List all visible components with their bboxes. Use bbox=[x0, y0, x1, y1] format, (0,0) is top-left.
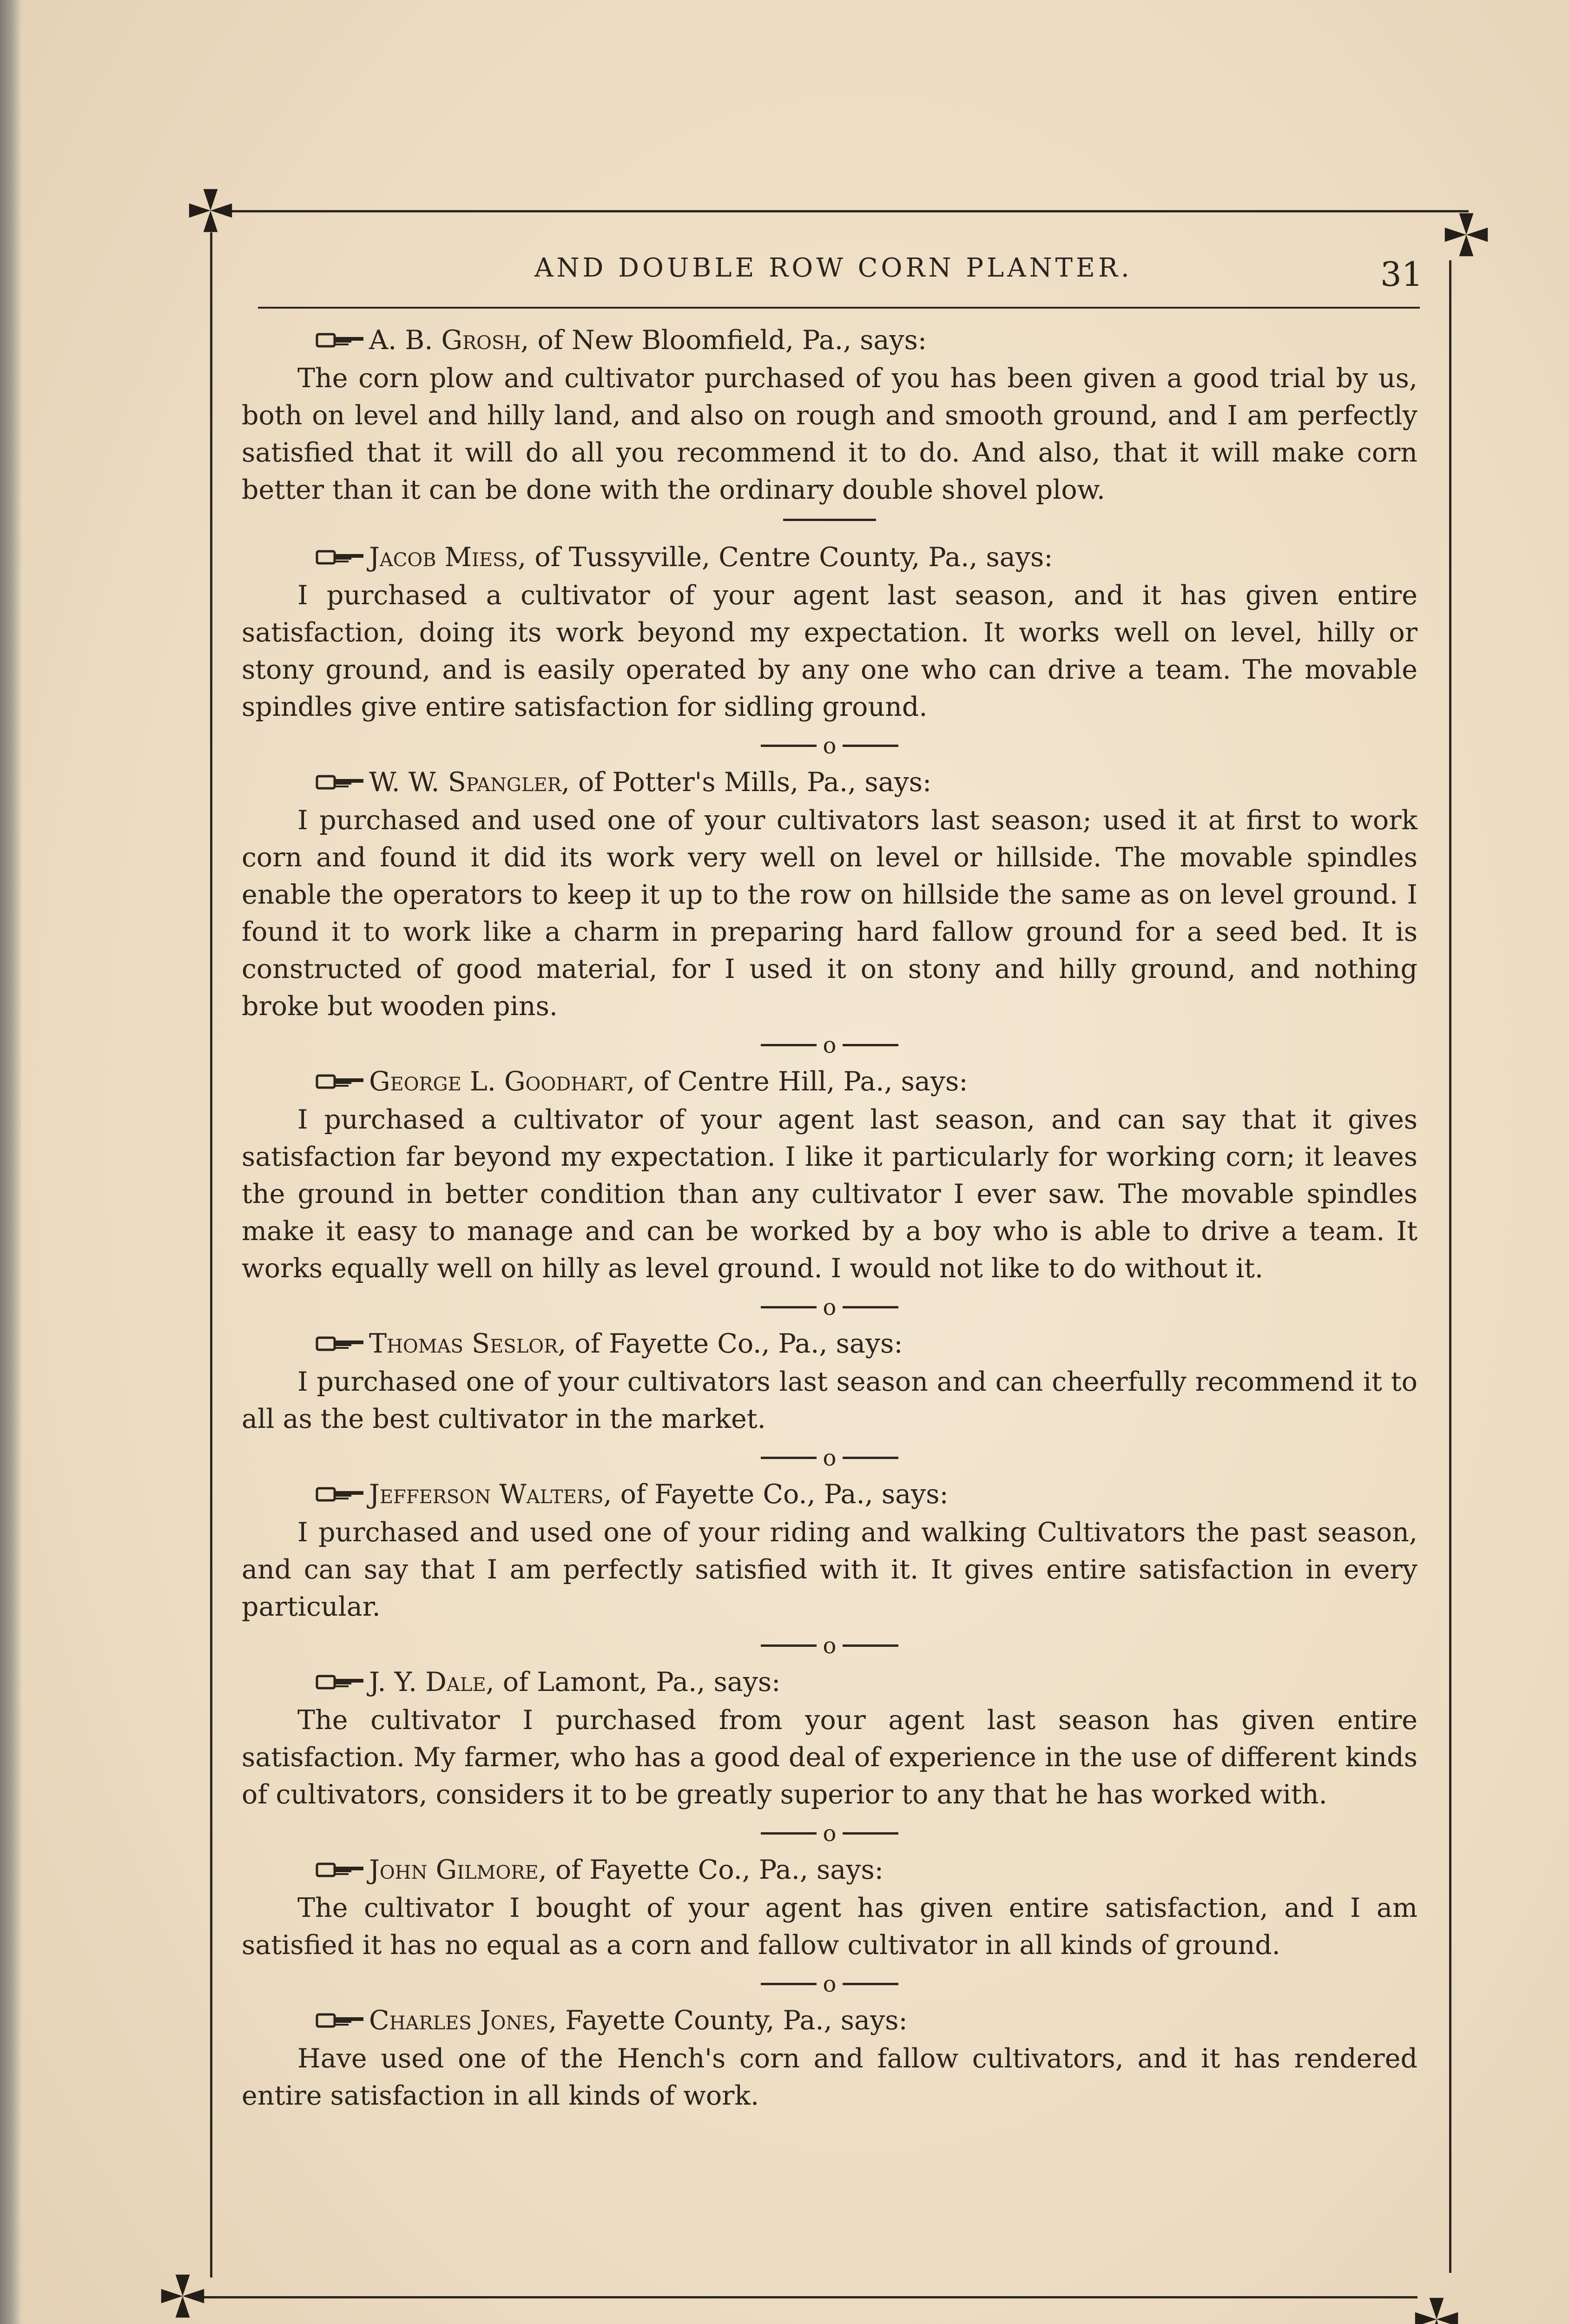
testimonial-text: I purchased one of your cultivators last season and can cheerfully recommend it to all as the best cultivator in the market. bbox=[242, 1367, 1417, 1434]
testimonial bbox=[242, 321, 1417, 508]
testimonial-attribution: , of Tussyville, Centre County, Pa., says: bbox=[518, 542, 1053, 573]
testimonial-heading bbox=[242, 2001, 1417, 2040]
separator-mark: o bbox=[823, 1294, 837, 1320]
separator-rule bbox=[783, 519, 876, 521]
testimonial-name: Charles Jones bbox=[369, 2005, 549, 2036]
testimonial-text: I purchased and used one of your cultivators last season; used it at first to work corn and found it did its work very well on level or hillside. The movable spindles enable the operators to keep it up to the row on hillside the same as on level ground. I found it to work like a charm in preparing hard fallow ground for a seed bed. It is constructed of good material, for I used it on stony and hilly ground, and nothing broke but wooden pins. bbox=[242, 805, 1417, 1022]
testimonial-heading bbox=[242, 1663, 1417, 1702]
separator-mark: o bbox=[823, 1445, 837, 1471]
separator-mark: o bbox=[823, 1632, 837, 1659]
testimonial-attribution: , of Potter's Mills, Pa., says: bbox=[561, 767, 932, 798]
testimonial-heading bbox=[242, 1324, 1417, 1363]
frame-left-line bbox=[210, 232, 212, 2278]
testimonial bbox=[242, 1850, 1417, 1964]
testimonial-name: Jacob Miess bbox=[369, 542, 518, 573]
testimonial bbox=[242, 1062, 1417, 1287]
testimonial bbox=[242, 763, 1417, 1025]
corner-cross-icon bbox=[1411, 2294, 1462, 2324]
separator bbox=[242, 1438, 1417, 1475]
separator bbox=[242, 1813, 1417, 1850]
testimonial-text: The corn plow and cultivator purchased of you has been given a good trial by us, both on level and hilly land, and also on rough and smooth ground, and I am perfectly satisfied that it will do all you recommend it to do. And also, that it will make corn better than it can be done with the ordinary double shovel plow. bbox=[242, 363, 1417, 505]
testimonial-heading bbox=[242, 1850, 1417, 1889]
testimonial-heading bbox=[242, 1475, 1417, 1514]
testimonial-heading bbox=[242, 538, 1417, 577]
testimonial-attribution: , of Fayette Co., Pa., says: bbox=[538, 1855, 883, 1885]
testimonial-name: A. B. Grosh bbox=[369, 325, 521, 356]
frame-top-line bbox=[218, 210, 1469, 212]
header-title: AND DOUBLE ROW CORN PLANTER. bbox=[534, 253, 1133, 283]
separator-mark: o bbox=[823, 1820, 837, 1847]
testimonial-attribution: , of New Bloomfield, Pa., says: bbox=[521, 325, 927, 356]
testimonial-attribution: , of Fayette Co., Pa., says: bbox=[603, 1479, 949, 1510]
pointing-hand-icon bbox=[315, 1670, 366, 1694]
corner-cross-icon bbox=[185, 185, 236, 236]
page-number: 31 bbox=[1380, 255, 1423, 294]
separator-mark: o bbox=[823, 733, 837, 759]
frame-right-line bbox=[1449, 260, 1451, 2273]
testimonial-name: Thomas Seslor bbox=[369, 1328, 558, 1359]
testimonial-attribution: , of Centre Hill, Pa., says: bbox=[626, 1066, 968, 1097]
separator bbox=[242, 1625, 1417, 1663]
pointing-hand-icon bbox=[315, 1483, 366, 1506]
testimonial-name: W. W. Spangler bbox=[369, 767, 561, 798]
separator-mark: o bbox=[823, 1032, 837, 1058]
testimonial-text: I purchased a cultivator of your agent last season, and it has given entire satisfaction, doing its work beyond my expectation. It works well on level, hilly or stony ground, and is easily operated by any one who can drive a team. The movable spindles give entire satisfaction for sidling ground. bbox=[242, 580, 1417, 722]
testimonial-text: The cultivator I purchased from your agent last season has given entire satisfaction. My farmer, who has a good deal of experience in the use of different kinds of cultivators, considers it to be greatly superior to any that he has worked with. bbox=[242, 1705, 1417, 1810]
separator-mark: o bbox=[823, 1971, 837, 1997]
corner-cross-icon bbox=[157, 2271, 208, 2322]
testimonial-text: I purchased and used one of your riding and walking Cultivators the past season, and can say that I am perfectly satisfied with it. It gives entire satisfaction in every particular. bbox=[242, 1517, 1417, 1622]
testimonial-text: I purchased a cultivator of your agent last season, and can say that it gives satisfaction far beyond my expectation. I like it particularly for working corn; it leaves the ground in better condition than any cultivator I ever saw. The movable spindles make it easy to manage and can be worked by a boy who is able to drive a team. It works equally well on hilly as level ground. I would not like to do without it. bbox=[242, 1104, 1417, 1284]
separator bbox=[242, 1287, 1417, 1324]
running-header bbox=[260, 245, 1478, 294]
testimonial-text: Have used one of the Hench's corn and fallow cultivators, and it has rendered entire satisfaction in all kinds of work. bbox=[242, 2043, 1417, 2111]
testimonial-heading bbox=[242, 763, 1417, 802]
testimonial-heading bbox=[242, 1062, 1417, 1101]
frame-bottom-line bbox=[200, 2296, 1417, 2298]
testimonial bbox=[242, 538, 1417, 726]
testimonial bbox=[242, 2001, 1417, 2114]
separator bbox=[242, 726, 1417, 763]
testimonial-attribution: , of Lamont, Pa., says: bbox=[486, 1667, 781, 1697]
header-rule bbox=[258, 307, 1420, 309]
testimonial-name: J. Y. Dale bbox=[369, 1667, 486, 1697]
pointing-hand-icon bbox=[315, 2009, 366, 2032]
testimonial-name: George L. Goodhart bbox=[369, 1066, 627, 1097]
pointing-hand-icon bbox=[315, 329, 366, 352]
pointing-hand-icon bbox=[315, 1070, 366, 1093]
testimonial-name: Jefferson Walters bbox=[369, 1479, 604, 1510]
testimonials bbox=[242, 321, 1417, 2114]
pointing-hand-icon bbox=[315, 1858, 366, 1882]
testimonial bbox=[242, 1475, 1417, 1625]
separator bbox=[242, 1964, 1417, 2001]
book-gutter bbox=[0, 0, 21, 2324]
testimonial-attribution: , of Fayette Co., Pa., says: bbox=[558, 1328, 903, 1359]
pointing-hand-icon bbox=[315, 546, 366, 569]
testimonial-name: John Gilmore bbox=[369, 1855, 539, 1885]
pointing-hand-icon bbox=[315, 1332, 366, 1355]
testimonial bbox=[242, 1324, 1417, 1438]
separator bbox=[242, 1025, 1417, 1062]
testimonial-heading bbox=[242, 321, 1417, 360]
testimonial-attribution: , Fayette County, Pa., says: bbox=[548, 2005, 908, 2036]
testimonial bbox=[242, 1663, 1417, 1813]
testimonial-text: The cultivator I bought of your agent has given entire satisfaction, and I am satisfied it has no equal as a corn and fallow cultivator in all kinds of ground. bbox=[242, 1893, 1417, 1961]
pointing-hand-icon bbox=[315, 771, 366, 794]
